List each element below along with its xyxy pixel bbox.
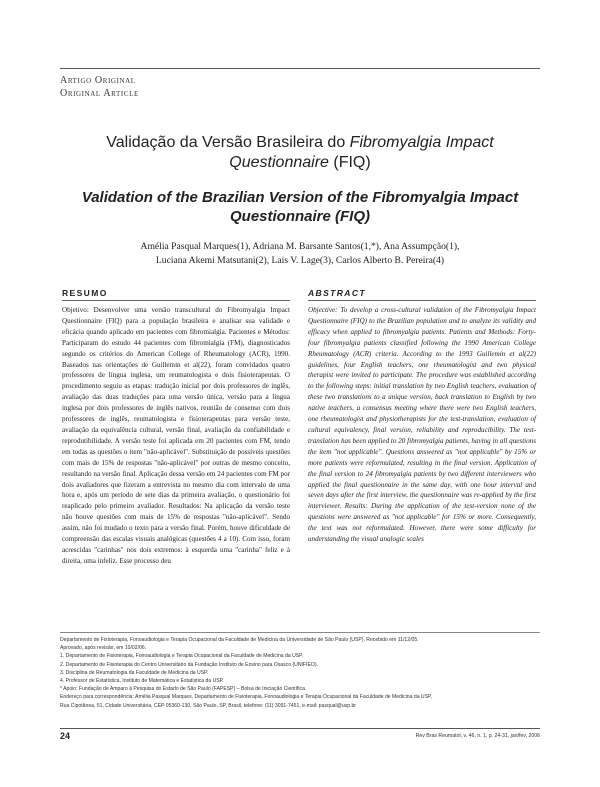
footnote-line: 3. Disciplina de Reumatologia da Faculdade de Medicina da USP. xyxy=(60,669,209,676)
footnote-line: Rua Cipotânea, 51, Cidade Universitária, CEP 05360-130, São Paulo, SP, Brasil, telefone: (11) 3091-7451, e-mail: pasqual@usp.br xyxy=(60,702,356,709)
article-type-pt: Artigo Original xyxy=(60,75,136,86)
author-list xyxy=(60,240,540,268)
footnote-line: * Apoio: Fundação de Amparo à Pesquisa do Estado de São Paulo (FAPESP) – Bolsa de Iniciação Científica. xyxy=(60,686,307,693)
top-rule xyxy=(60,68,540,69)
article-type xyxy=(60,74,139,100)
page-number: 24 xyxy=(60,731,71,741)
authors-line-2: Luciana Akemi Matsutani(2), Lais V. Lage(3), Carlos Alberto B. Pereira(4) xyxy=(155,255,445,266)
journal-citation: Rev Bras Reumatol, v. 46, n. 1, p. 24-31, jan/fev, 2006 xyxy=(415,733,540,739)
title-pt-italic: Fibromyalgia Impact Questionnaire xyxy=(229,134,494,171)
article-type-en: Original Article xyxy=(60,88,139,99)
footnotes xyxy=(60,636,540,710)
abstract-heading: ABSTRACT xyxy=(308,288,536,301)
footnote-line: Departamento de Fisioterapia, Fonoaudiologia e Terapia Ocupacional da Faculdade de Medicina da Universidade de São Paulo (USP). Recebido em 11/12/05. xyxy=(60,637,419,643)
footnote-line: Aprovado, após revisão, em 10/02/06. xyxy=(60,645,147,652)
title-pt-main: Validação da Versão Brasileira do xyxy=(106,134,350,151)
resumo-heading: RESUMO xyxy=(62,288,290,301)
abstract-column xyxy=(308,288,536,545)
footnote-line: Endereço para correspondência: Amélia Pasqual Marques, Departamento de Fisioterapia, Fonoaudiologia e Terapia Ocupacional da Faculdade de Medicina da USP, xyxy=(60,694,433,701)
footnote-line: 4. Professor de Estatística, Instituto de Matemática e Estatística da USP. xyxy=(60,678,224,685)
footnote-rule xyxy=(60,632,540,633)
bottom-rule xyxy=(60,728,540,729)
resumo-text: Objetivo: Desenvolver uma versão transcultural do Fibromyalgia Impact Questionnaire (FIQ) para a população brasileira e analisar sua validade e eficácia quando aplicado em pacientes com fibromialgia. Pacientes e Métodos: Participaram do estudo 44 pacientes com fibromialgia (FM), diagnosticados segundo os critérios do American College of Rheumatology (ACR), 1990. Baseados nas orientações de Guillemin et al(22), foram convidados quatro professores de língua inglesa, um reumatologista e dois fisioterapeutas. O procedimento seguiu as etapas: tradução inicial por dois professores de inglês, avaliação das duas traduções para uma versão única, versão para a língua inglesa por dois professores de inglês nativos, reunião de consenso com dois professores de inglês, reumatologista e fisioterapeutas para versão teste, avaliação da equivalência cultural, versão final, avaliação da confiabilidade e reprodutibilidade. A versão teste foi aplicada em 20 pacientes com FM, tendo em todas as questões o item "não-aplicável". Substituição de possíveis questões com mais de 15% de respostas "não-aplicável" por outras de mesmo conceito, resultando na versão final. Aplicação dessa versão em 24 pacientes com FM por dois avaliadores que fizeram a entrevista no mesmo dia com intervalo de uma hora e, após um período de sete dias da primeira avaliação, o questionário foi reaplicado pelo primeiro avaliador. Resultados: Na aplicação da versão teste não houve questões com mais de 15% de respostas "não-aplicável". Sendo assim, não foi mudado o texto para a versão final. Porém, houve dificuldade de compreensão das escalas visuais analógicas (questões 4 a 10). Com isso, foram acrescidas "carinhas" nos dois extremos: à esquerda uma "carinha" feliz e à direita, uma infeliz. Esse processo deu xyxy=(62,306,290,565)
title-portuguese xyxy=(60,133,540,173)
footnote-line: 2. Departamento de Fisioterapia do Centro Universitário da Fundação Instituto de Ensino para Osasco (UNIFIEO). xyxy=(60,661,318,668)
title-english: Validation of the Brazilian Version of the Fibromyalgia Impact Questionnaire (FIQ) xyxy=(81,189,519,225)
resumo-column xyxy=(62,288,290,567)
title-pt-end: (FIQ) xyxy=(328,154,371,171)
abstract-text: Objective: To develop a cross-cultural validation of the Fibromyalgia Impact Questionnaire (FIQ) to the Brazilian population and to analyze its validity and efficacy when applied to fibromyalgia patients. Patients and Methods: Forty-four fibromyalgia patients classified following the 1990 American College Rheumatology (ACR) criteria. According to the 1993 Guillemin et al(22) guidelines, four English teachers, one rheumatologist and two physical therapist were invited to participate. The procedure was established according to the following steps: initial translation by two English teachers, evaluation of these two translations to a unique version, back translation to English by two native teachers, a consensus meeting where there were two English teachers, one rheumatologist and physiotherapists for the test-translation, evaluation of cultural equivalency, final version, reliability and reproducibility. The test-translation has been applied to 20 fibromyalgia patients, having in all questions the item "not applicable". Questions answered as "not applicable" by 15% or more patients were reformulated, resulting in the final version. Application of the final version to 24 fibromyalgia patients by two different interviewers who applied the final questionnaire in the same day, with one hour interval and seven days after the first interview, the questionnaire was re-applied by the first interviewer. Results: During the application of the test-version none of the questions were answered as "not applicable" for 15% or more. Consequently, the text was not reformulated. However, there were some difficulty for understanding the visual analogic scales xyxy=(308,306,536,544)
footnote-line: 1. Departamento de Fisioterapia, Fonoaudiologia e Terapia Ocupacional da Faculdade de Medicina da USP. xyxy=(60,653,304,660)
authors-line-1: Amélia Pasqual Marques(1), Adriana M. Barsante Santos(1,*), Ana Assumpção(1), xyxy=(140,241,460,252)
